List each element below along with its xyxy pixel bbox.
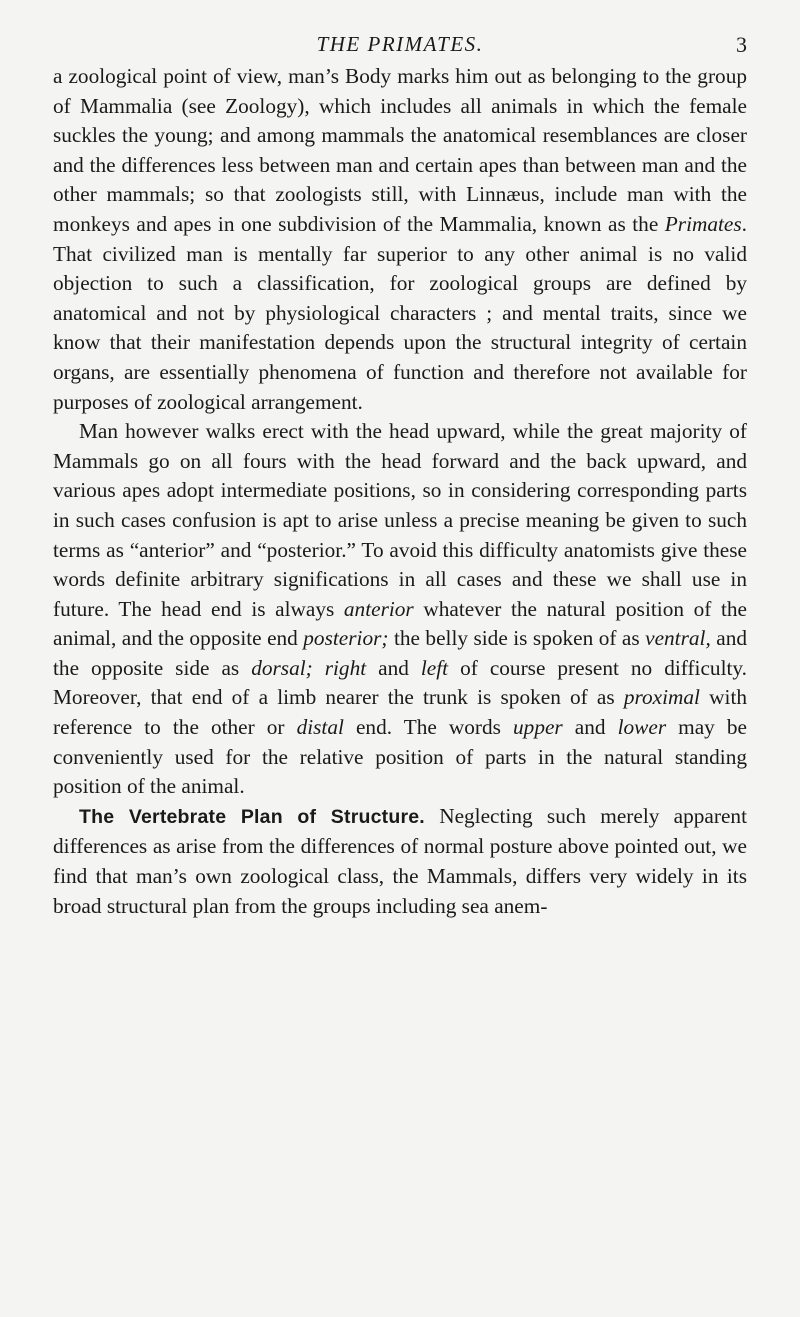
italic-term: ventral, [645, 626, 711, 651]
text-run: may be conveniently used for the relative position of parts in the natural standing position of the animal. [53, 715, 747, 799]
paragraph-anatomical-terms [53, 417, 747, 802]
italic-term: dorsal; right [251, 655, 367, 680]
italic-term: Primates [664, 211, 742, 236]
italic-term: proximal [623, 685, 700, 710]
running-title: THE PRIMATES. [316, 32, 484, 56]
text-run: Neglecting such merely apparent differences as arise from the differences of normal posture above pointed out, we find that man’s own zoological class, the Mammals, differs very widely in its broad structural plan from the groups including sea anem- [53, 803, 747, 918]
running-head [0, 32, 800, 60]
text-run: Man however walks erect with the head upward, while the great majority of Mammals go on all fours with the head forward and the back upward, and various apes adopt intermediate positions, so in considering corresponding parts in such cases confusion is apt to arise unless a precise meaning be given to such terms as “anterior” and “posterior.” To avoid this difficulty anatomists give these words definite arbitrary significations in all cases and these we shall use in future. The head end is always [53, 419, 747, 621]
italic-term: distal [296, 715, 344, 740]
text-run: of course present no difficulty. Moreover, that end of a limb nearer the trunk is spoken of as [53, 655, 747, 710]
text-run: and [366, 655, 421, 680]
italic-term: posterior; [303, 626, 389, 651]
section-heading: The Vertebrate Plan of Structure. [79, 805, 425, 828]
text-run: and [562, 715, 618, 740]
text-run: . That civilized man is mentally far superior to any other animal is no valid objection to such a classification, for zoological groups are defined by anatomical and not by physiological characters ; and mental traits, since we know that their manifestation depends upon the structural integrity of certain organs, are essentially phenomena of function and therefore not available for purposes of zoological arrangement. [53, 211, 747, 414]
text-run: and the opposite side as [53, 626, 747, 680]
italic-term: lower [617, 715, 667, 740]
italic-term: left [420, 655, 449, 680]
text-run: end. The words [343, 715, 514, 740]
body-text [53, 62, 747, 921]
text-run: the belly side is spoken of as [388, 626, 646, 651]
paragraph-primates-classification [53, 62, 747, 417]
paragraph-vertebrate-plan [53, 802, 747, 921]
italic-term: anterior [343, 596, 414, 621]
text-run: a zoological point of view, man’s Body marks him out as belonging to the group of Mammalia (see Zoology), which includes all animals in which the female suckles the young; and among mammals the anatomical resemblances are closer and the differences less between man and certain apes than between man and the other mammals; so that zoologists still, with Linnæus, include man with the monkeys and apes in one subdivision of the Mammalia, known as the [53, 64, 747, 236]
text-run: with reference to the other or [53, 685, 748, 740]
text-run: whatever the natural position of the animal, and the opposite end [53, 596, 748, 651]
page-number: 3 [736, 32, 747, 57]
italic-term: upper [513, 715, 563, 740]
